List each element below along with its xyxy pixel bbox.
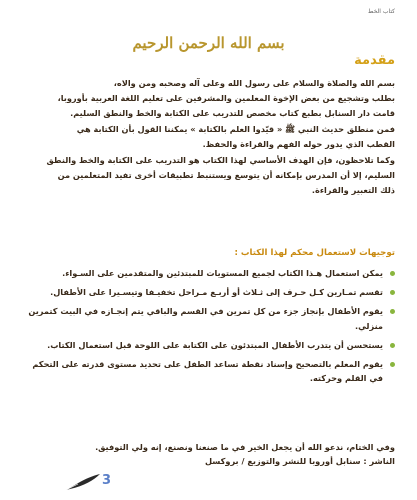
page-header [368,8,395,15]
closing-text [22,440,395,468]
intro-line: بسم الله والصلاة والسلام على رسول الله وعلى آله وصحبه ومن والاه، [113,78,395,88]
intro-line: القطب الذي يدور حوله الفهم والقراءة والحفظ. [202,138,395,149]
intro-line: ذلك التعبير والقراءة. [311,185,395,196]
intro-line: فمن منطلق حديث النبي ﷺ « قيّدوا العلم بالكتابة » يمكننا القول بأن الكتابة هي [76,123,395,134]
guideline-item: يمكن استعمال هـذا الكتاب لجميع المستويات للمبتدئين والمتقدمين على السـواء. [24,266,395,280]
page-number: 3 [102,473,112,488]
book-title: كتاب الخط [367,8,395,15]
intro-line: وكما تلاحظون، فإن الهدف الأساسي لهذا الكتاب هو التدريب على الكتابة والخط والنطق [46,155,395,166]
quill-icon [64,472,102,492]
intro-text [22,76,395,199]
intro-line: السليم، إلا أن المدرس بإمكانه أن يتوسع ويستنبط تطبيقات أخرى تفيد المتعلمين من [57,170,395,181]
bullet-icon [390,343,395,348]
guideline-item: يقوم المعلم بالتصحيح وإسناد نقطة تساعد الطفل على تحديد مستوى قدرته على التحكم في القلم وحركته. [24,357,395,385]
guideline-item: تقسم تمـارين كـل حـرف إلى ثـلاث أو أربـع مـراحل تخفيـفا وتيسـيرا على الأطفال. [24,285,395,299]
guidelines-list [24,266,395,390]
bullet-icon [390,271,395,276]
intro-line: قامت دار السنابل بطبع كتاب مخصص للتدريب على الكتابة والخط والنطق السليم. [70,108,395,119]
closing-line: وفي الختام، ندعو الله أن يجعل الخير في ما صنعنا ونصنع، إنه ولي التوفيق. [95,442,395,452]
bismillah-calligraphy: بسم الله الرحمن الرحيم [132,34,285,52]
bullet-icon [390,309,395,314]
guideline-item: يستحسن أن يتدرب الأطفال المبتدئون على الكتابة على اللوحة قبل استعمال الكتاب. [24,338,395,352]
bullet-icon [390,290,395,295]
guidelines-title: توجيهات لاستعمال محكم لهذا الكتاب : [234,248,395,258]
section-title: مقدمة [354,53,395,68]
bullet-icon [390,362,395,367]
intro-line: بطلب وتشجيع من بعض الإخوة المعلمين والمشرفين على تعليم اللغة العربية بأوروبا، [57,93,395,104]
guideline-item: يقوم الأطفال بإنجاز جزء من كل تمرين في القسم والباقي يتم إنجـازه في البيت كتمرين منزلي. [24,304,395,332]
publisher-line: الناشر : سنابل أوروبا للنشر والتوزيع / بروكسل [204,456,395,467]
